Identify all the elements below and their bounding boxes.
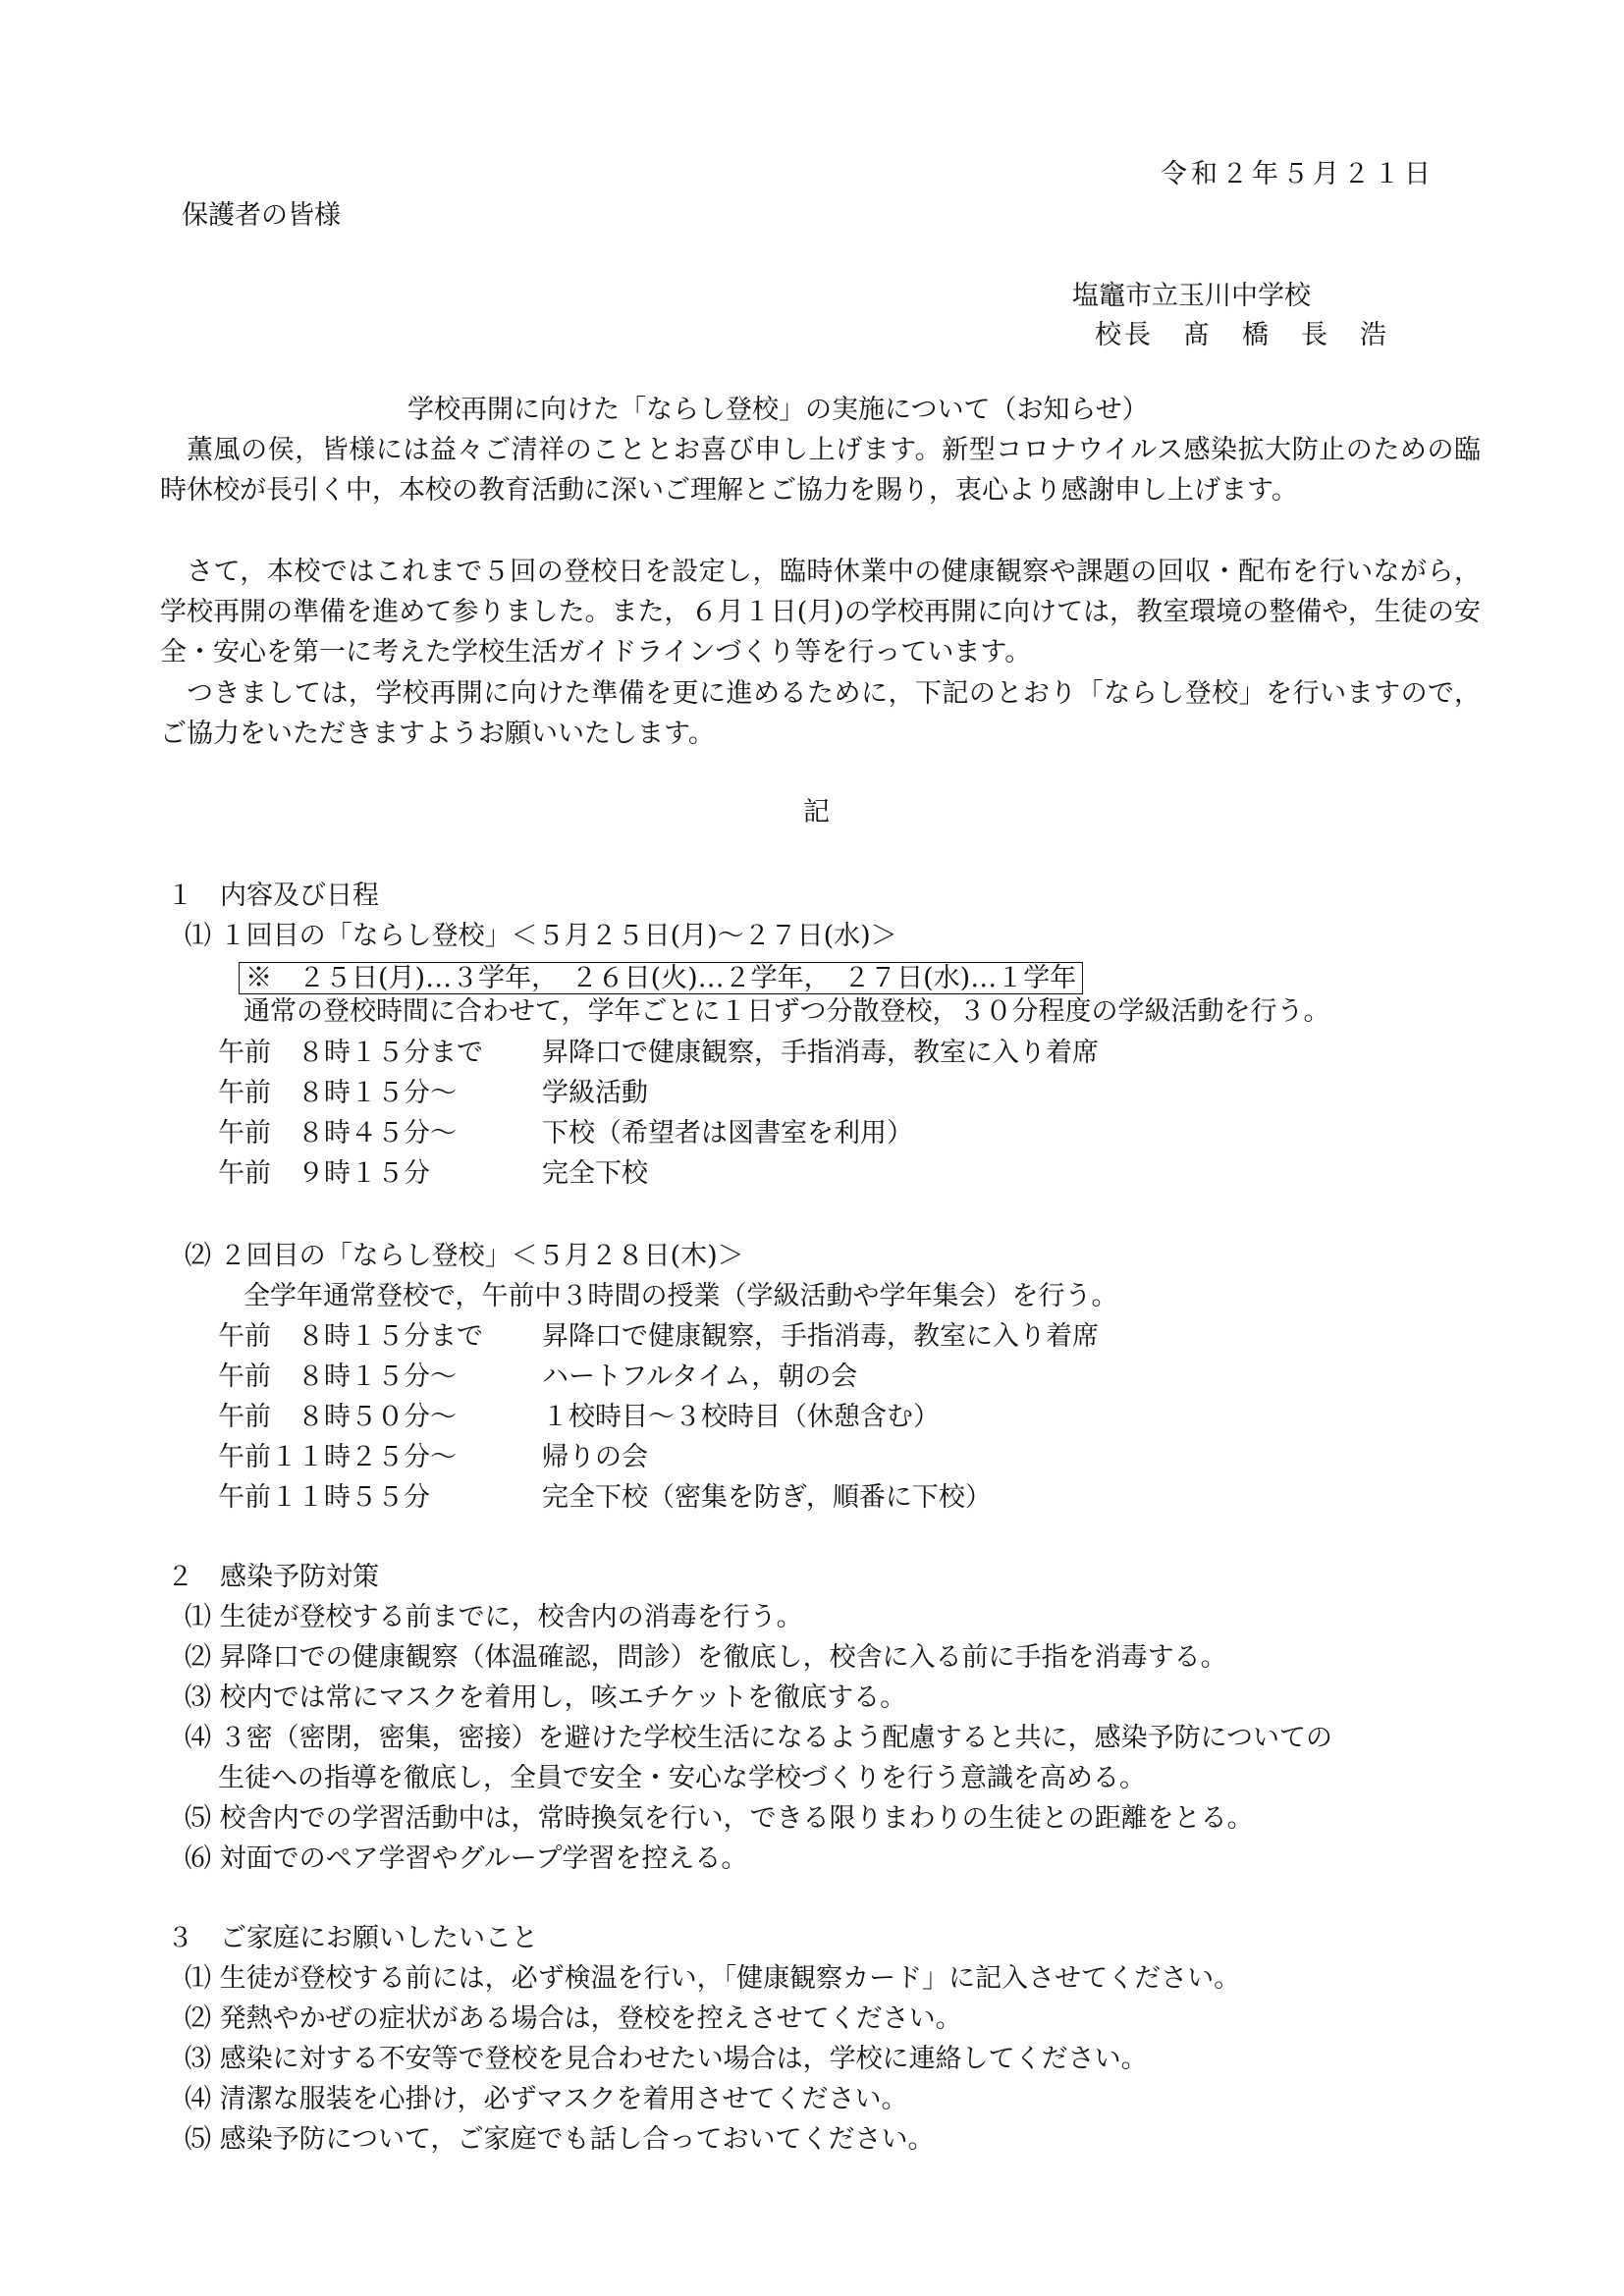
document-date: 令和２年５月２１日	[1161, 159, 1435, 189]
addressee: 保護者の皆様	[182, 200, 341, 231]
schedule-desc: 下校（希望者は図書室を利用）	[542, 1118, 913, 1148]
section2-heading: ２ 感染予防対策	[167, 1562, 379, 1592]
schedule-time: 午前 ８時１５分まで	[218, 1321, 483, 1352]
schedule-desc: １校時目～３校時目（休憩含む）	[542, 1402, 940, 1432]
section2-item: ⑷ ３密（密閉，密集，密接）を避けた学校生活になるよう配慮すると共に，感染予防についての	[185, 1723, 1333, 1753]
schedule-desc: 昇降口で健康観察，手指消毒，教室に入り着席	[542, 1038, 1099, 1068]
section2-item: ⑸ 校舎内での学習活動中は，常時換気を行い，できる限りまわりの生徒との距離をとる。	[185, 1803, 1254, 1834]
section3-item: ⑷ 清潔な服装を心掛け，必ずマスクを着用させてください。	[185, 2084, 908, 2114]
section1-part2-description: 全学年通常登校で，午前中３時間の授業（学級活動や学年集会）を行う。	[244, 1281, 1118, 1311]
boxed-note-text: ※ ２５日(月)…３学年， ２６日(火)…２学年， ２７日(水)…１学年	[239, 962, 1083, 994]
section1-part2-label: ⑵ ２回目の「ならし登校」＜５月２８日(木)＞	[185, 1241, 744, 1271]
schedule-time: 午前１１時２５分～	[218, 1442, 457, 1472]
schedule-time: 午前 ９時１５分	[218, 1158, 430, 1189]
school-name: 塩竈市立玉川中学校	[1072, 281, 1311, 311]
section1-heading: １ 内容及び日程	[167, 881, 379, 911]
ki-marker: 記	[803, 797, 830, 828]
section3-item: ⑵ 発熱やかぜの症状がある場合は，登校を控えさせてください。	[185, 2003, 962, 2034]
section3-item: ⑶ 感染に対する不安等で登校を見合わせたい場合は，学校に連絡してください。	[185, 2044, 1148, 2074]
section3-item: ⑴ 生徒が登校する前には，必ず検温を行い，「健康観察カード」に記入させてください。	[185, 1963, 1241, 1994]
schedule-time: 午前 ８時５０分～	[218, 1402, 457, 1432]
section2-item: ⑵ 昇降口での健康観察（体温確認，問診）を徹底し，校舎に入る前に手指を消毒する。	[185, 1642, 1227, 1673]
section2-item: ⑴ 生徒が登校する前までに，校舎内の消毒を行う。	[185, 1602, 803, 1632]
schedule-desc: 完全下校（密集を防ぎ，順番に下校）	[542, 1482, 992, 1513]
schedule-time: 午前１１時５５分	[218, 1482, 430, 1513]
schedule-time: 午前 ８時４５分～	[218, 1118, 457, 1148]
paragraph-greeting: 薫風の侯，皆様には益々ご清祥のこととお喜び申し上げます。新型コロナウイルス感染拡大防止のための臨時休校が長引く中，本校の教育活動に深いご理解とご協力を賜り，衷心より感謝申し上げます。	[160, 435, 1481, 506]
schedule-desc: 昇降口で健康観察，手指消毒，教室に入り着席	[542, 1321, 1099, 1352]
schedule-desc: 帰りの会	[542, 1442, 648, 1472]
section1-part1-label: ⑴ １回目の「ならし登校」＜５月２５日(月)～２７日(水)＞	[185, 921, 897, 951]
schedule-time: 午前 ８時１５分～	[218, 1362, 457, 1392]
section3-heading: ３ ご家庭にお願いしたいこと	[167, 1923, 538, 1953]
section2-item-continuation: 生徒への指導を徹底し，全員で安全・安心な学校づくりを行う意識を高める。	[218, 1763, 1146, 1793]
paragraph-background: さて，本校ではこれまで５回の登校日を設定し，臨時休業中の健康観察や課題の回収・配布を行いながら，学校再開の準備を進めて参りました。また，６月１日(月)の学校再開に向けては，教室環境の整備や，生徒の安全・安心を第一に考えた学校生活ガイドラインづくり等を行っています。	[160, 557, 1481, 667]
schedule-time: 午前 ８時１５分まで	[218, 1038, 483, 1068]
section1-part1-description: 通常の登校時間に合わせて，学年ごとに１日ずつ分散登校，３０分程度の学級活動を行う。	[244, 996, 1330, 1027]
schedule-desc: 完全下校	[542, 1158, 648, 1189]
paragraph-request: つきましては，学校再開に向けた準備を更に進めるために，下記のとおり「ならし登校」を行いますので，ご協力をいただきますようお願いいたします。	[160, 678, 1481, 749]
schedule-desc: 学級活動	[542, 1078, 648, 1108]
section2-item: ⑹ 対面でのペア学習やグループ学習を控える。	[185, 1843, 748, 1874]
schedule-time: 午前 ８時１５分～	[218, 1078, 457, 1108]
section2-item: ⑶ 校内では常にマスクを着用し，咳エチケットを徹底する。	[185, 1682, 907, 1713]
section3-item: ⑸ 感染予防について，ご家庭でも話し合っておいてください。	[185, 2124, 935, 2155]
schedule-desc: ハートフルタイム，朝の会	[542, 1362, 858, 1392]
principal-name: 校長 髙 橋 長 浩	[1095, 320, 1389, 350]
document-title: 学校再開に向けた「ならし登校」の実施について（お知らせ）	[407, 395, 1149, 425]
